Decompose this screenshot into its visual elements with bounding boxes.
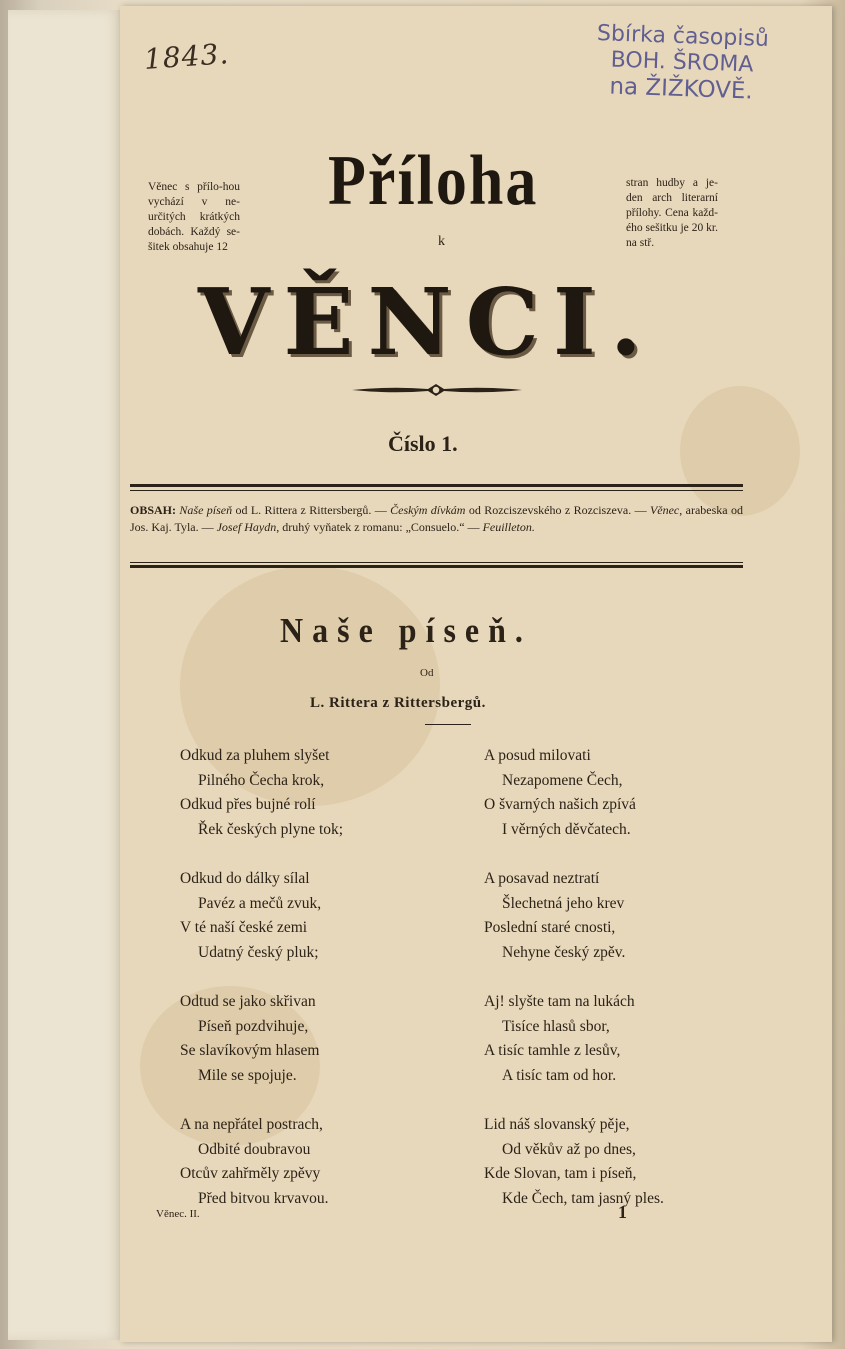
poem-line: I věrných děvčatech. — [502, 820, 631, 838]
masthead: VĚNCI. — [198, 268, 656, 376]
contents-item: Věnec — [649, 503, 680, 517]
rule-top — [130, 484, 743, 487]
page-number: 1 — [618, 1202, 627, 1222]
poem-title: Naše píseň. — [280, 610, 532, 650]
poem-line: Nezapomene Čech, — [502, 771, 623, 789]
signature-mark: Věnec. II. — [156, 1208, 200, 1220]
contents-item: Naše píseň — [179, 503, 233, 517]
poem-stanza — [484, 744, 636, 842]
poem-author: L. Rittera z Rittersbergů. — [310, 695, 486, 711]
poem-line: Se slavíkovým hlasem — [180, 1042, 320, 1059]
poem-line: Před bitvou krvavou. — [198, 1189, 329, 1207]
contents-item: Josef Haydn — [216, 520, 277, 534]
binding-strip — [8, 10, 121, 1340]
water-stain — [680, 386, 800, 516]
poem-line: O švarných našich zpívá — [484, 796, 636, 813]
contents-item: Feuilleton. — [482, 520, 535, 534]
stamp-line: na ŽIŽKOVĚ. — [608, 73, 754, 105]
poem-line: Odkud přes bujné rolí — [180, 796, 316, 813]
poem-line: Odtud se jako skřivan — [180, 993, 316, 1010]
poem-line: Pilného Čecha krok, — [198, 771, 325, 789]
poem-line: Otcův zahřměly zpěvy — [180, 1165, 321, 1182]
poem-line: Odkud za pluhem slyšet — [180, 747, 330, 764]
poem-line: Mile se spojuje. — [198, 1066, 297, 1084]
poem-line: Tisíce hlasů sbor, — [502, 1017, 610, 1035]
page-title: Příloha — [328, 141, 539, 221]
contents-text: od L. Rittera z Rittersbergů. — — [232, 503, 391, 517]
library-stamp — [565, 20, 800, 106]
contents-label: OBSAH: — [130, 503, 177, 517]
poem-line: Poslední staré cnosti, — [484, 919, 616, 936]
poem-line: Pavéz a mečů zvuk, — [198, 894, 322, 912]
stamp-line: Sbírka časopisů — [596, 21, 770, 53]
poem-stanza — [484, 990, 635, 1088]
rule-top-thin — [130, 490, 743, 491]
author-divider — [425, 724, 471, 725]
poem-line: Nehyne český zpěv. — [502, 943, 626, 961]
rule-bottom-thin — [130, 562, 743, 563]
poem-line: Píseň pozdvihuje, — [198, 1017, 309, 1035]
poem-line: Šlechetná jeho krev — [502, 894, 625, 912]
issue-number: Číslo 1. — [388, 431, 458, 456]
poem-line: Lid náš slovanský pěje, — [484, 1116, 630, 1133]
side-note-right: stran hudby a je-den arch literarní přílohy. Cena každ-ého sešitku je 20 kr. na stř. — [626, 177, 718, 249]
title-connector: k — [438, 234, 445, 249]
contents-text: , arabeska od Jos. Kaj. Tyla. — — [130, 503, 743, 534]
poem-stanza — [484, 867, 625, 965]
poem-line: Kde Slovan, tam i píseň, — [484, 1165, 637, 1182]
stamp-line: BOH. ŠROMA — [610, 47, 754, 78]
table-of-contents — [130, 502, 743, 536]
poem-line: A na nepřátel postrach, — [180, 1116, 323, 1133]
contents-item: Českým dívkám — [390, 503, 466, 517]
poem-line: A posavad neztratí — [484, 870, 600, 887]
poem-by: Od — [420, 667, 434, 679]
contents-text: , druhý vyňatek z romanu: „Consuelo.“ — — [276, 520, 483, 534]
poem-line: Od věkův až po dnes, — [502, 1140, 636, 1158]
poem-stanza — [180, 867, 321, 965]
handwritten-year: 1843. — [142, 37, 231, 76]
poem-stanza — [484, 1113, 664, 1211]
poem-stanza — [180, 1113, 328, 1211]
poem-line: A tisíc tam od hor. — [502, 1066, 617, 1084]
poem-line: A tisíc tamhle z lesův, — [484, 1042, 621, 1059]
poem-line: A posud milovati — [484, 747, 591, 764]
ornament-divider — [352, 380, 522, 400]
poem-stanza — [180, 744, 343, 842]
contents-text: od Rozciszevského z Rozciszeva. — — [465, 503, 650, 517]
poem-line: Odbité doubravou — [198, 1140, 311, 1158]
poem-line: V té naší české zemi — [180, 919, 308, 936]
poem-line: Udatný český pluk; — [198, 943, 319, 961]
poem-stanza — [180, 990, 320, 1088]
poem-line: Řek českých plyne tok; — [198, 820, 344, 838]
rule-bottom — [130, 565, 743, 568]
poem-line: Kde Čech, tam jasný ples. — [502, 1189, 664, 1207]
side-note-left: Věnec s přílo-hou vychází v ne-určitých krátkých dobách. Každý se-šitek obsahuje 12 — [148, 181, 240, 253]
document-page — [120, 6, 832, 1342]
poem-line: Aj! slyšte tam na lukách — [484, 993, 635, 1010]
poem-line: Odkud do dálky sílal — [180, 870, 310, 887]
